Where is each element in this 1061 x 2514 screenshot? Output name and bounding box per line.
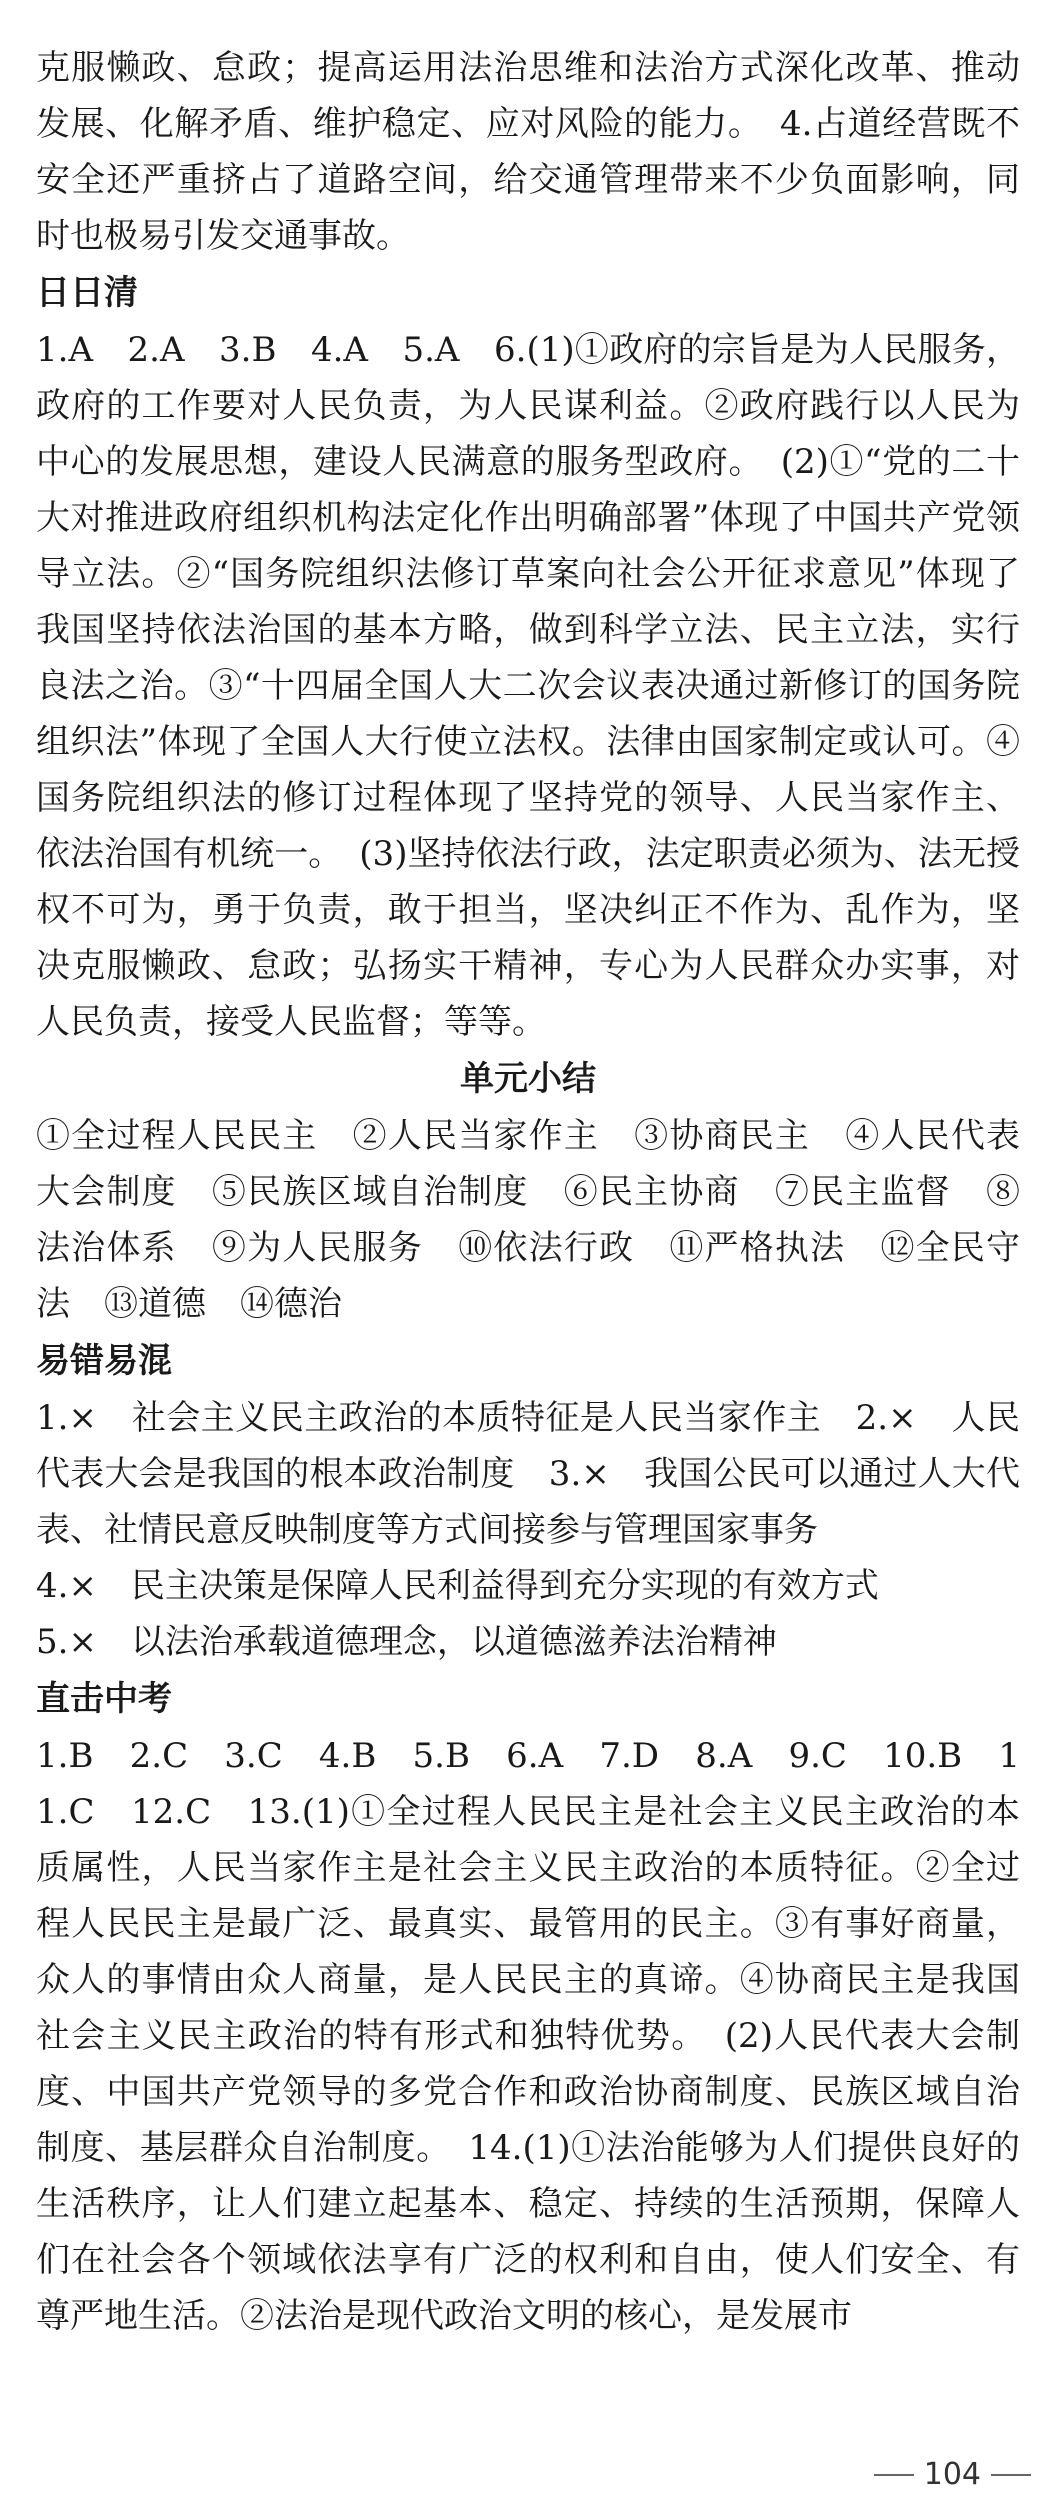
paragraph-daily-review: 1.A 2.A 3.B 4.A 5.A 6.(1)①政府的宗旨是为人民服务，政府的工作要对人民负责，为人民谋利益。②政府践行以人民为中心的发展思想，建设人民满意的服务型政府。 (2)①“党的二十大对推进政府组织机构法定化作出明确部署”体现了中国共产党领导立法。②“国务院组织法修订草案向社会公开征求意见”体现了我国坚持依法治国的基本方略，做到科学立法、民主立法，实行良法之治。③“十四届全国人大二次会议表决通过新修订的国务院组织法”体现了全国人大行使立法权。法律由国家制定或认可。④国务院组织法的修订过程体现了坚持党的领导、人民当家作主、依法治国有机统一。 (3)坚持依法行政，法定职责必须为、法无授权不可为，勇于负责，敢于担当，坚决纠正不作为、乱作为，坚决克服懒政、怠政；弘扬实干精神，专心为人民群众办实事，对人民负责，接受人民监督；等等。: [36, 330, 1020, 1042]
paragraph-exam-practice: 1.B 2.C 3.C 4.B 5.B 6.A 7.D 8.A 9.C 10.B 11.C 12.C 13.(1)①全过程人民民主是社会主义民主政治的本质属性，人民当家作主是社会主义民主政治的本质特征。②全过程人民民主是最广泛、最真实、最管用的民主。③有事好商量，众人的事情由众人商量，是人民民主的真谛。④协商民主是我国社会主义民主政治的特有形式和独特优势。 (2)人民代表大会制度、中国共产党领导的多党合作和政治协商制度、民族区域自治制度、基层群众自治制度。 14.(1)①法治能够为人们提供良好的生活秩序，让人们建立起基本、稳定、持续的生活预期，保障人们在社会各个领域依法享有广泛的权利和自由，使人们安全、有尊严地生活。②法治是现代政治文明的核心，是发展市: [36, 1736, 1020, 2336]
page-footer: [874, 2457, 1031, 2492]
footer-dash-left: [874, 2474, 914, 2476]
paragraph-unit-summary: ①全过程人民民主 ②人民当家作主 ③协商民主 ④人民代表大会制度 ⑤民族区域自治制度 ⑥民主协商 ⑦民主监督 ⑧法治体系 ⑨为人民服务 ⑩依法行政 ⑪严格执法 ⑫全民守法 ⑬道德 ⑭德治: [36, 1116, 1020, 1324]
paragraph-mistakes-1-3: 1.× 社会主义民主政治的本质特征是人民当家作主 2.× 人民代表大会是我国的根本政治制度 3.× 我国公民可以通过人大代表、社情民意反映制度等方式间接参与管理国家事务: [36, 1398, 1020, 1550]
paragraph-mistake-5: 5.× 以法治承载道德理念，以道德滋养法治精神: [36, 1622, 777, 1662]
answer-page: [36, 40, 1020, 2344]
section-heading-common-mistakes: 易错易混: [36, 1341, 172, 1381]
paragraph-mistake-4: 4.× 民主决策是保障人民利益得到充分实现的有效方式: [36, 1566, 879, 1606]
paragraph-continued: 克服懒政、怠政；提高运用法治思维和法治方式深化改革、推动发展、化解矛盾、维护稳定、应对风险的能力。 4.占道经营既不安全还严重挤占了道路空间，给交通管理带来不少负面影响，同时也极易引发交通事故。: [36, 48, 1020, 256]
page-number: 104: [923, 2457, 981, 2492]
section-heading-exam-practice: 直击中考: [36, 1679, 172, 1719]
section-heading-unit-summary: 单元小结: [460, 1059, 596, 1099]
footer-dash-right: [991, 2474, 1031, 2476]
section-heading-daily-review: 日日清: [36, 273, 138, 313]
